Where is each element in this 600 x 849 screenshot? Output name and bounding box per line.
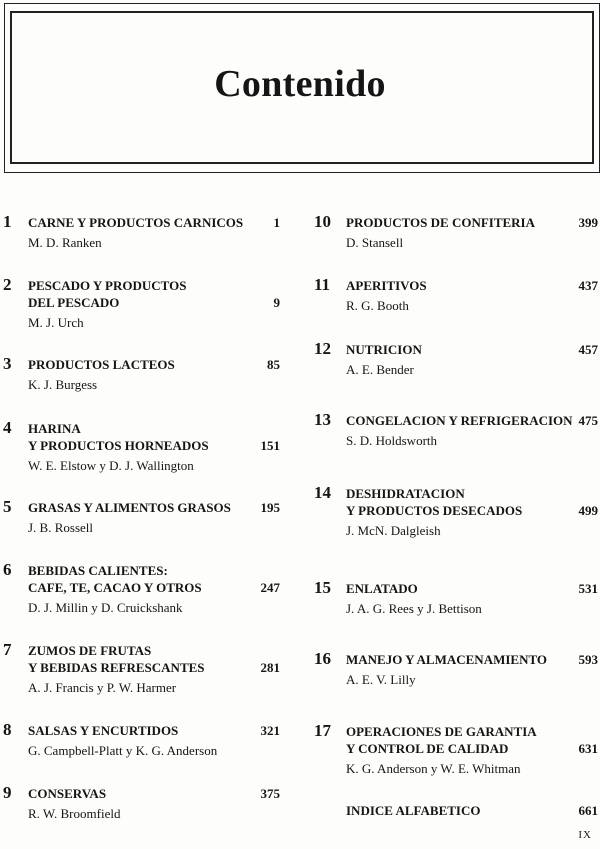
chapter-number: 8 [3,720,12,739]
chapter-authors: J. McN. Dalgleish [346,523,441,538]
chapter-title: BEBIDAS CALIENTES: CAFE, TE, CACAO Y OTROS [28,563,202,595]
chapter-title: INDICE ALFABETICO [346,803,481,818]
chapter-authors: A. J. Francis y P. W. Harmer [28,680,177,695]
chapter-number: 13 [314,410,331,429]
chapter-number: 14 [314,483,331,502]
chapter-number: 4 [3,418,12,437]
chapter-title: PRODUCTOS LACTEOS [28,357,175,372]
chapter-authors: K. G. Anderson y W. E. Whitman [346,761,521,776]
chapter-authors: R. W. Broomfield [28,806,121,821]
chapter-title: DESHIDRATACION Y PRODUCTOS DESECADOS [346,486,523,518]
chapter-title: HARINA Y PRODUCTOS HORNEADOS [28,421,209,453]
chapter-authors: M. J. Urch [28,315,84,330]
page-number: 281 [260,660,280,675]
page-number: 457 [578,342,598,357]
chapter-title: MANEJO Y ALMACENAMIENTO [346,652,548,667]
page-number: 9 [273,295,280,310]
page-number: 195 [260,500,280,515]
chapter-number: 3 [3,354,12,373]
page-title: Contenido [214,63,386,105]
chapter-title: SALSAS Y ENCURTIDOS [28,723,179,738]
chapter-authors: W. E. Elstow y D. J. Wallington [28,458,194,473]
chapter-number: 11 [314,275,331,294]
chapter-title: NUTRICION [346,342,422,357]
page-number: 1 [273,215,280,230]
page-number: 375 [260,786,280,801]
chapter-title: CONGELACION Y REFRIGERACION [346,413,573,428]
chapter-number: 1 [3,212,12,231]
chapter-authors: K. J. Burgess [28,377,98,392]
chapter-number: 16 [314,649,331,668]
page-number: 499 [578,503,598,518]
chapter-number: 2 [3,275,12,294]
chapter-title: ZUMOS DE FRUTAS Y BEBIDAS REFRESCANTES [28,643,205,675]
chapter-number: 17 [314,721,331,740]
page-number: 151 [260,438,280,453]
chapter-authors: D. J. Millin y D. Cruickshank [28,600,183,615]
chapter-number: 7 [3,640,12,659]
chapter-number: 15 [314,578,331,597]
page-number: 593 [578,652,598,667]
page-number: 475 [578,413,598,428]
chapter-number: 9 [3,783,12,802]
chapter-title: CARNE Y PRODUCTOS CARNICOS [28,215,244,230]
chapter-title: APERITIVOS [346,278,427,293]
chapter-number: 6 [3,560,12,579]
chapter-authors: J. A. G. Rees y J. Bettison [346,601,482,616]
chapter-authors: G. Campbell-Platt y K. G. Anderson [28,743,218,758]
chapter-title: CONSERVAS [28,786,107,801]
chapter-number: 10 [314,212,331,231]
chapter-title: OPERACIONES DE GARANTIA Y CONTROL DE CALIDAD [346,724,537,756]
page-number: 437 [578,278,598,293]
chapter-authors: J. B. Rossell [28,520,94,535]
chapter-authors: R. G. Booth [346,298,409,313]
page-number: 661 [578,803,598,818]
chapter-authors: A. E. Bender [346,362,414,377]
chapter-authors: M. D. Ranken [28,235,102,250]
chapter-title: GRASAS Y ALIMENTOS GRASOS [28,500,231,515]
chapter-authors: D. Stansell [346,235,404,250]
chapter-title: PESCADO Y PRODUCTOS DEL PESCADO [28,278,187,310]
page-number: 399 [578,215,598,230]
chapter-authors: S. D. Holdsworth [346,433,438,448]
chapter-title: PRODUCTOS DE CONFITERIA [346,215,536,230]
chapter-authors: A. E. V. Lilly [346,672,416,687]
page-number: 531 [578,581,598,596]
page-number: 85 [267,357,280,372]
page-number: 321 [260,723,280,738]
page-number: 247 [260,580,280,595]
page-number: 631 [578,741,598,756]
chapter-title: ENLATADO [346,581,418,596]
chapter-number: 5 [3,497,12,516]
page-folio: IX [578,829,592,841]
chapter-number: 12 [314,339,331,358]
